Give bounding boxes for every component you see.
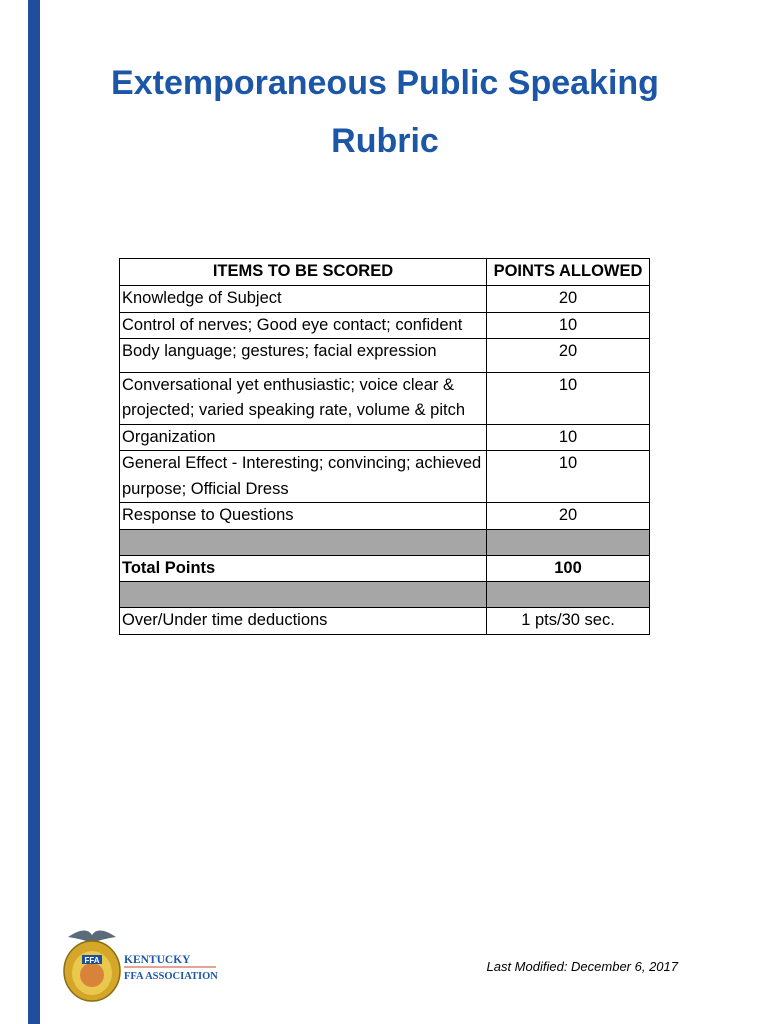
table-row: [120, 339, 650, 373]
total-row: [120, 555, 650, 582]
item-cell: Organization: [120, 424, 487, 451]
item-cell: General Effect - Interesting; convincing; achieved purpose; Official Dress: [120, 451, 487, 503]
header-points: POINTS ALLOWED: [487, 259, 650, 286]
kentucky-ffa-logo: [58, 925, 223, 1005]
points-cell: 10: [487, 451, 650, 503]
item-cell: Conversational yet enthusiastic; voice clear & projected; varied speaking rate, volume & pitch: [120, 372, 487, 424]
shaded-spacer-row: [120, 529, 650, 555]
points-cell: 10: [487, 312, 650, 339]
points-cell: 20: [487, 286, 650, 313]
empty-cell: [120, 529, 487, 555]
ffa-emblem-icon: [64, 930, 120, 1001]
deduction-label: Over/Under time deductions: [120, 608, 487, 635]
empty-cell: [487, 582, 650, 608]
table-header-row: [120, 259, 650, 286]
points-cell: 10: [487, 372, 650, 424]
rubric-table: [119, 258, 650, 635]
points-cell: 10: [487, 424, 650, 451]
logo-line-2: FFA ASSOCIATION: [124, 971, 218, 982]
table-row: [120, 503, 650, 530]
header-items: ITEMS TO BE SCORED: [120, 259, 487, 286]
empty-cell: [487, 529, 650, 555]
table-row: [120, 372, 650, 424]
title-line-1: Extemporaneous Public Speaking: [111, 64, 659, 102]
deduction-value: 1 pts/30 sec.: [487, 608, 650, 635]
table-row: [120, 286, 650, 313]
total-label: Total Points: [120, 555, 487, 582]
points-cell: 20: [487, 339, 650, 373]
item-cell: Control of nerves; Good eye contact; confident: [120, 312, 487, 339]
page-title: [60, 54, 710, 170]
left-accent-bar: [28, 0, 40, 1024]
deduction-row: [120, 608, 650, 635]
shaded-spacer-row: [120, 582, 650, 608]
item-cell: Response to Questions: [120, 503, 487, 530]
points-cell: 20: [487, 503, 650, 530]
table-row: [120, 312, 650, 339]
logo-line-1: KENTUCKY: [124, 954, 191, 966]
total-value: 100: [487, 555, 650, 582]
item-cell: Knowledge of Subject: [120, 286, 487, 313]
title-line-2: Rubric: [331, 122, 439, 160]
svg-text:FFA: FFA: [84, 956, 100, 965]
item-cell: Body language; gestures; facial expression: [120, 339, 487, 373]
last-modified-note: Last Modified: December 6, 2017: [486, 959, 678, 974]
table-row: [120, 451, 650, 503]
table-row: [120, 424, 650, 451]
empty-cell: [120, 582, 487, 608]
